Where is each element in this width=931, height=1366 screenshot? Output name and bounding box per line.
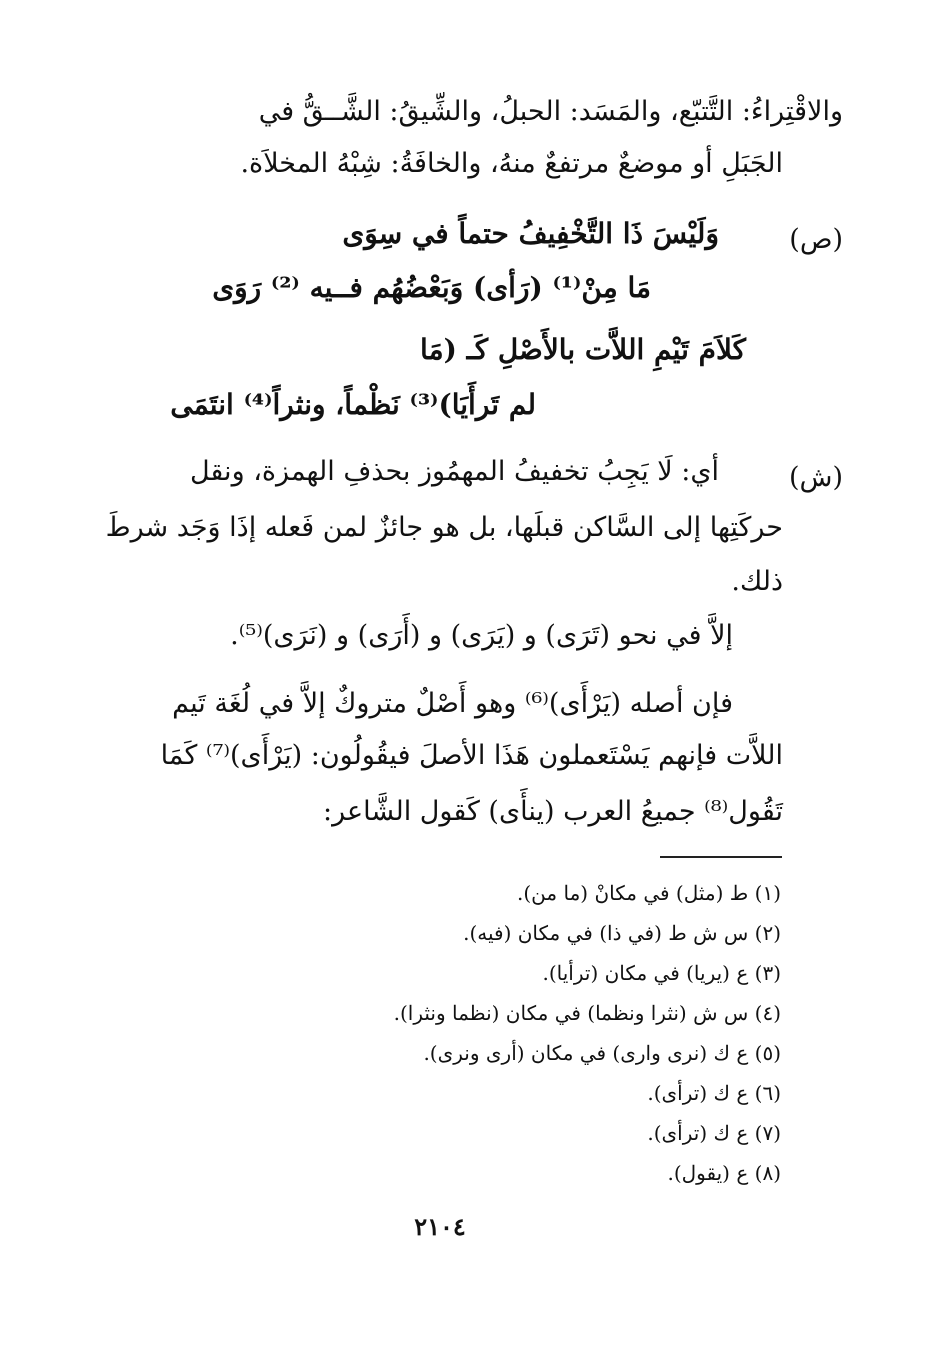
commentary-line-2: حركَتِها إلى السَّاكن قبلَها، بل هو جائزٌ لمن فَعله إذَا وَجَد شرطَ <box>105 512 783 543</box>
page-number: ٢١٠٤ <box>414 1212 466 1241</box>
footnote-1: (١) ط (مثل) في مكانْ (ما من). <box>517 881 781 905</box>
commentary-line-1: أي: لَا يَجِبُ تخفيفُ المهمُوز بحذفِ الهمزة، ونقل <box>189 456 719 487</box>
commentary-label: (ش) <box>788 462 843 493</box>
verse-line-4: لم تَرأَيَا)⁽³⁾ نَظْماً، ونثراً⁽⁴⁾ انتَمَى <box>170 388 536 421</box>
footnote-2: (٢) س ش ط (في ذا) في مكان (فيه). <box>463 921 781 945</box>
verse-label: (ص) <box>789 224 843 255</box>
footnote-3: (٣) ع (يريا) في مكان (ترأيا). <box>542 961 781 985</box>
verse-line-3: كَلاَمَ تَيْمِ اللاَّت بالأَصْلِ كَـ (مَا <box>420 333 746 366</box>
intro-line-2: الجَبَلِ أو موضعٌ مرتفعٌ منهُ، والخافَةُ: شِبْهُ المخلاَة. <box>240 148 783 179</box>
commentary-line-6: اللاَّت فإنهم يَسْتَعملون هَذَا الأصلَ فيقُولُون: (يَرْأَى)⁽⁷⁾ كَمَا <box>160 740 783 771</box>
commentary-line-4: إلاَّ في نحو (تَرَى) و (يَرَى) و (أَرَى) و (نَرَى)⁽⁵⁾. <box>230 620 733 651</box>
verse-line-1: وَلَيْسَ ذَا التَّخْفِيفُ حتماً في سِوَى <box>342 217 719 250</box>
footnote-4: (٤) س ش (نثرا ونظما) في مكان (نظما ونثرا). <box>393 1001 781 1025</box>
commentary-line-7: تَقُول⁽⁸⁾ جميعُ العرب (ينأَى) كَقول الشَّاعر: <box>323 796 783 827</box>
footnote-8: (٨) ع (يقول). <box>667 1161 781 1185</box>
commentary-line-5: فإن أصله (يَرْأَى)⁽⁶⁾ وهو أَصْلٌ متروكٌ إلاَّ في لُغَة تَيم <box>172 688 733 719</box>
footnote-6: (٦) ع ك (ترأى). <box>647 1081 781 1105</box>
commentary-line-3: ذلك. <box>731 566 783 597</box>
footnote-5: (٥) ع ك (نرى وارى) في مكان (أرى ونرى). <box>423 1041 781 1065</box>
footnote-7: (٧) ع ك (ترأى). <box>647 1121 781 1145</box>
footnote-separator <box>660 856 782 858</box>
verse-line-2: مَا مِنْ⁽¹⁾ (رَأى) وَبَعْضُهُم فــيه ⁽²⁾ رَوَى <box>212 271 651 304</box>
intro-line-1: والاقْتِراءُ: التَّتبّع، والمَسَد: الحبلُ، والشِّيقُ: الشَّــقُّ في <box>258 96 843 127</box>
